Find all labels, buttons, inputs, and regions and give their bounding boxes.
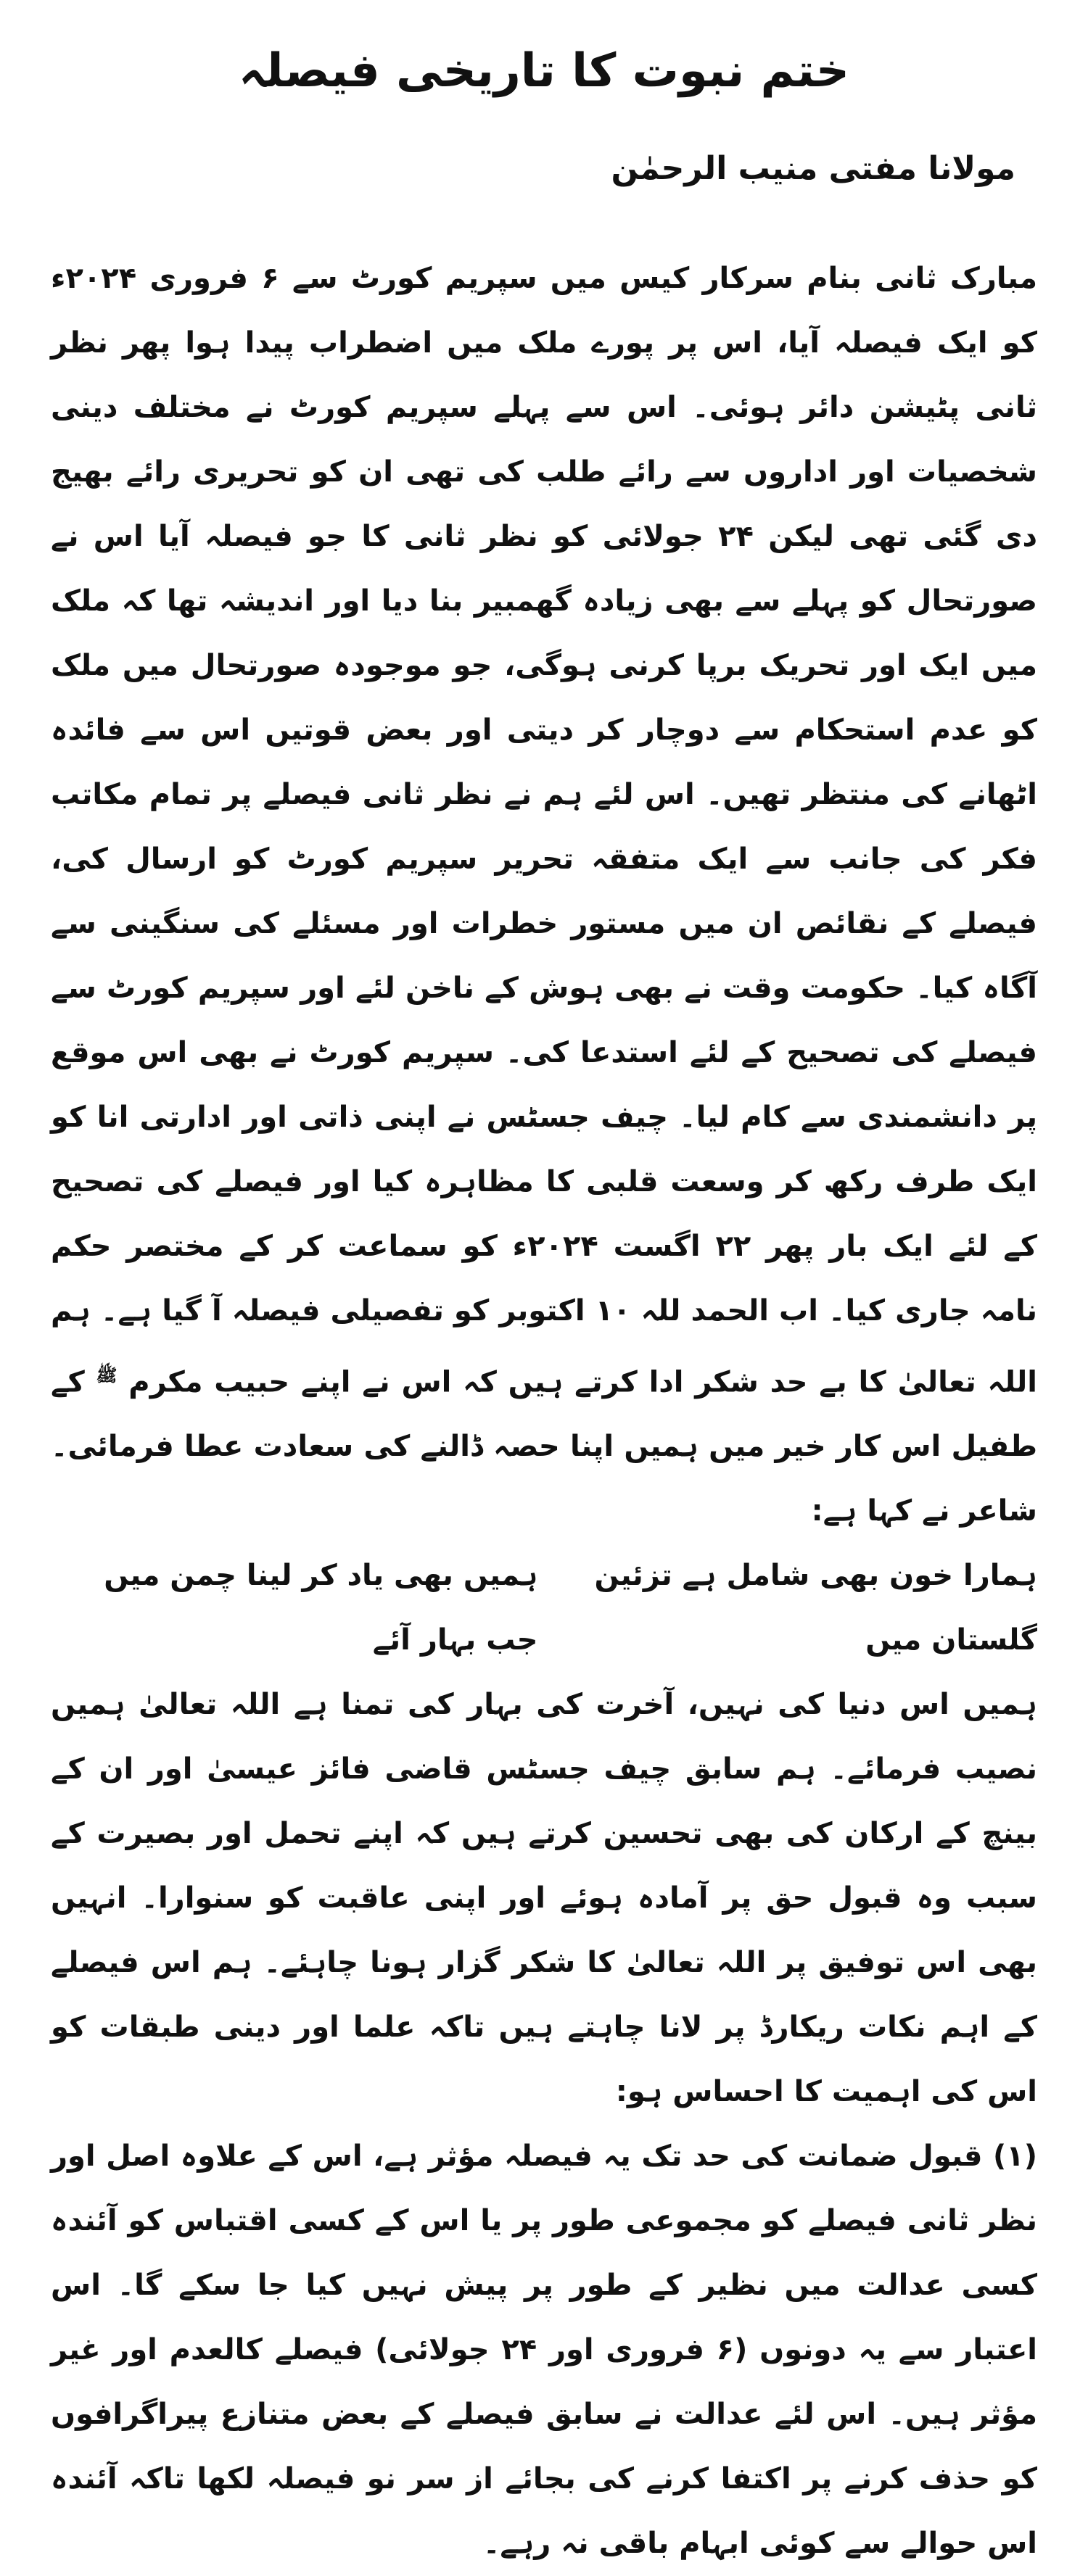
paragraph-1-end: کے طفیل اس کار خیر میں ہمیں اپنا حصہ ڈالنے کی سعادت عطا فرمائی۔ شاعر نے کہا ہے:	[51, 1364, 1037, 1528]
verse-first-line: ہمارا خون بھی شامل ہے تزئین گلستان میں	[594, 1558, 1037, 1657]
poetry-verse	[51, 1544, 1037, 1673]
article-paragraph-2: ہمیں اس دنیا کی نہیں، آخرت کی بہار کی تمنا ہے اللہ تعالیٰ ہمیں نصیب فرمائے۔ ہم سابق چیف جسٹس قاضی فائز عیسیٰ اور ان کے بینچ کے ارکان کی بھی تحسین کرتے ہیں کہ اپنے تحمل اور بصیرت کے سبب وہ قبول حق پر آمادہ ہوئے اور اپنی عاقبت کو سنوارا۔ انہیں بھی اس توفیق پر اللہ تعالیٰ کا شکر گزار ہونا چاہئے۔ ہم اس فیصلے کے اہم نکات ریکارڈ پر لانا چاہتے ہیں تاکہ علما اور دینی طبقات کو اس کی اہمیت کا احساس ہو:	[51, 1687, 1037, 2108]
verse-second-line: ہمیں بھی یاد کر لینا چمن میں جب بہار آئے	[104, 1558, 538, 1657]
paragraph-1-text: مبارک ثانی بنام سرکار کیس میں سپریم کورٹ سے ۶ فروری ۲۰۲۴ء کو ایک فیصلہ آیا، اس پر پورے ملک میں اضطراب پیدا ہوا پھر نظر ثانی پٹیشن دائر ہوئی۔ اس سے پہلے سپریم کورٹ نے مختلف دینی شخصیات اور اداروں سے رائے طلب کی تھی ان کو تحریری رائے بھیج دی گئی تھی لیکن ۲۴ جولائی کو نظر ثانی کا جو فیصلہ آیا اس نے صورتحال کو پہلے سے بھی زیادہ گھمبیر بنا دیا اور اندیشہ تھا کہ ملک میں ایک اور تحریک برپا کرنی ہوگی، جو موجودہ صورتحال میں ملک کو عدم استحکام سے دوچار کر دیتی اور بعض قوتیں اس سے فائدہ اٹھانے کی منتظر تھیں۔ اس لئے ہم نے نظر ثانی فیصلے پر تمام مکاتب فکر کی جانب سے ایک متفقہ تحریر سپریم کورٹ کو ارسال کی، فیصلے کے نقائص ان میں مستور خطرات اور مسئلے کی سنگینی سے آگاہ کیا۔ حکومت وقت نے بھی ہوش کے ناخن لئے اور سپریم کورٹ سے فیصلے کی تصحیح کے لئے استدعا کی۔ سپریم کورٹ نے بھی اس موقع پر دانشمندی سے کام لیا۔ چیف جسٹس نے اپنی ذاتی اور ادارتی انا کو ایک طرف رکھ کر وسعت قلبی کا مظاہرہ کیا اور فیصلے کی تصحیح کے لئے ایک بار پھر ۲۲ اگست ۲۰۲۴ء کو سماعت کر کے مختصر حکم نامہ جاری کیا۔ اب الحمد للہ ۱۰ اکتوبر کو تفصیلی فیصلہ آ گیا ہے۔ ہم اللہ تعالیٰ کا بے حد شکر ادا کرتے ہیں کہ اس نے اپنے حبیب مکرم	[51, 261, 1038, 1399]
article-paragraph-3: (۱) قبول ضمانت کی حد تک یہ فیصلہ مؤثر ہے، اس کے علاوہ اصل اور نظر ثانی فیصلے کو مجموعی طور پر یا اس کے کسی اقتباس کو آئندہ کسی عدالت میں نظیر کے طور پر پیش نہیں کیا جا سکے گا۔ اس اعتبار سے یہ دونوں (۶ فروری اور ۲۴ جولائی) فیصلے کالعدم اور غیر مؤثر ہیں۔ اس لئے عدالت نے سابق فیصلے کے بعض متنازع پیراگرافوں کو حذف کرنے پر اکتفا کرنے کی بجائے از سر نو فیصلہ لکھا تاکہ آئندہ اس حوالے سے کوئی ابہام باقی نہ رہے۔	[51, 2139, 1037, 2560]
article-title: ختم نبوت کا تاریخی فیصلہ	[239, 44, 849, 98]
salawat-symbol: ﷺ	[96, 1364, 118, 1386]
author-name: مولانا مفتی منیب الرحمٰن	[611, 149, 1015, 187]
article-paragraph-1	[51, 247, 1037, 1544]
